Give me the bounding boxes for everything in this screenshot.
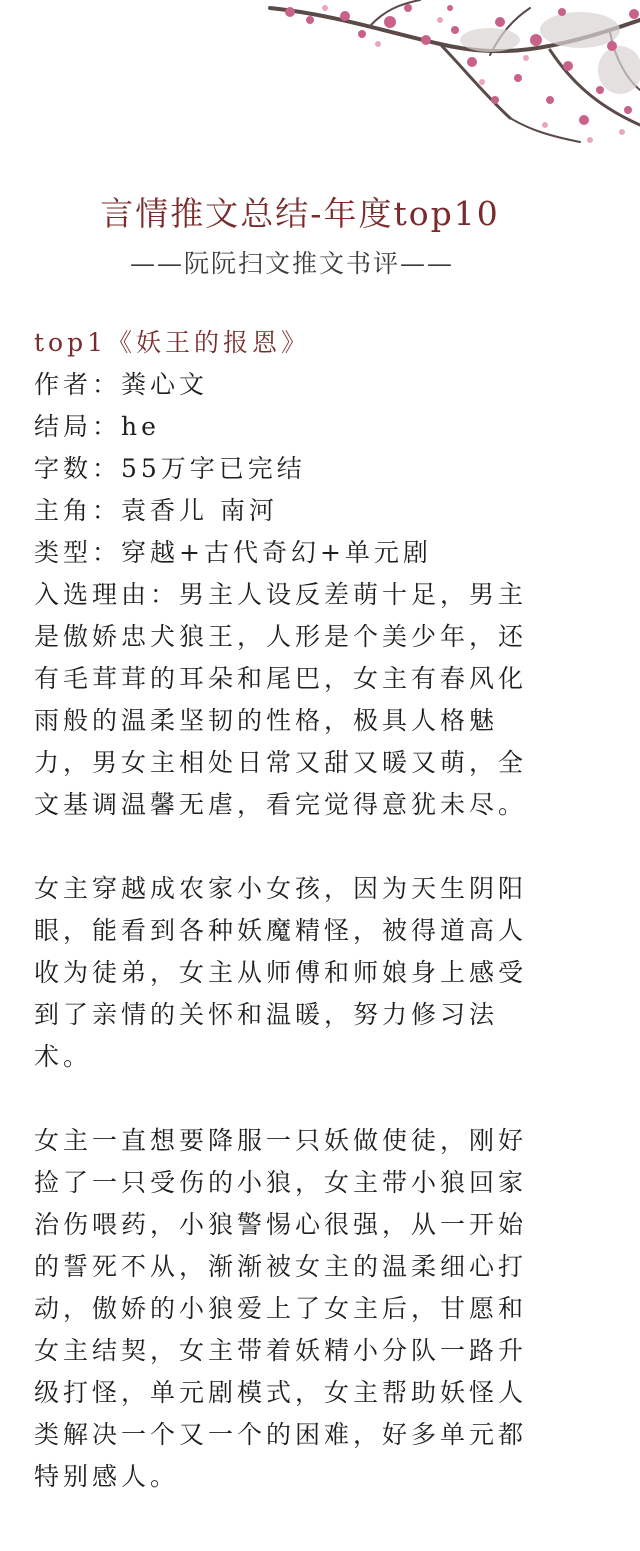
text-line: 类解决一个又一个的困难，好多单元都 <box>34 1420 528 1449</box>
text-line: 力，男女主相处日常又甜又暖又萌，全 <box>34 748 528 777</box>
meta-word-count: 字数：55万字已完结 <box>34 454 306 483</box>
text-line: 雨般的温柔坚韧的性格，极具人格魅 <box>34 706 499 735</box>
meta-genre: 类型：穿越+古代奇幻+单元剧 <box>34 538 432 567</box>
meta-ending: 结局：he <box>34 412 160 441</box>
page-subtitle: ——阮阮扫文推文书评—— <box>130 249 455 278</box>
text-line: 女主结契，女主带着妖精小分队一路升 <box>34 1336 528 1365</box>
text-line: 捡了一只受伤的小狼，女主带小狼回家 <box>34 1168 528 1197</box>
meta-author: 作者：粪心文 <box>34 370 209 399</box>
text-line: 有毛茸茸的耳朵和尾巴，女主有春风化 <box>34 664 528 693</box>
text-line: 到了亲情的关怀和温暖，努力修习法 <box>34 1000 499 1029</box>
book-heading: top1《妖王的报恩》 <box>34 328 311 357</box>
text-line: 动，傲娇的小狼爱上了女主后，甘愿和 <box>34 1294 528 1323</box>
text-line: 收为徒弟，女主从师傅和师娘身上感受 <box>34 958 528 987</box>
text-line: 特别感人。 <box>34 1462 180 1491</box>
plum-blossom-decoration <box>250 0 640 150</box>
text-line: 入选理由：男主人设反差萌十足，男主 <box>34 580 528 609</box>
text-line: 术。 <box>34 1042 93 1071</box>
text-line: 文基调温馨无虐，看完觉得意犹未尽。 <box>34 790 528 819</box>
meta-protagonists: 主角：袁香儿 南河 <box>34 496 278 525</box>
reason-paragraph <box>34 574 614 826</box>
article-body <box>34 322 614 1498</box>
text-line: 眼，能看到各种妖魔精怪，被得道高人 <box>34 916 528 945</box>
text-line: 治伤喂药，小狼警惕心很强，从一开始 <box>34 1210 528 1239</box>
text-line: 是傲娇忠犬狼王，人形是个美少年，还 <box>34 622 528 651</box>
text-line: 级打怪，单元剧模式，女主帮助妖怪人 <box>34 1378 528 1407</box>
text-line: 女主穿越成农家小女孩，因为天生阴阳 <box>34 874 528 903</box>
text-line: 的誓死不从，渐渐被女主的温柔细心打 <box>34 1252 528 1281</box>
page-title: 言情推文总结-年度top10 <box>100 194 500 233</box>
plot-paragraph-1 <box>34 868 614 1078</box>
text-line: 女主一直想要降服一只妖做使徒，刚好 <box>34 1126 528 1155</box>
plot-paragraph-2 <box>34 1120 614 1498</box>
